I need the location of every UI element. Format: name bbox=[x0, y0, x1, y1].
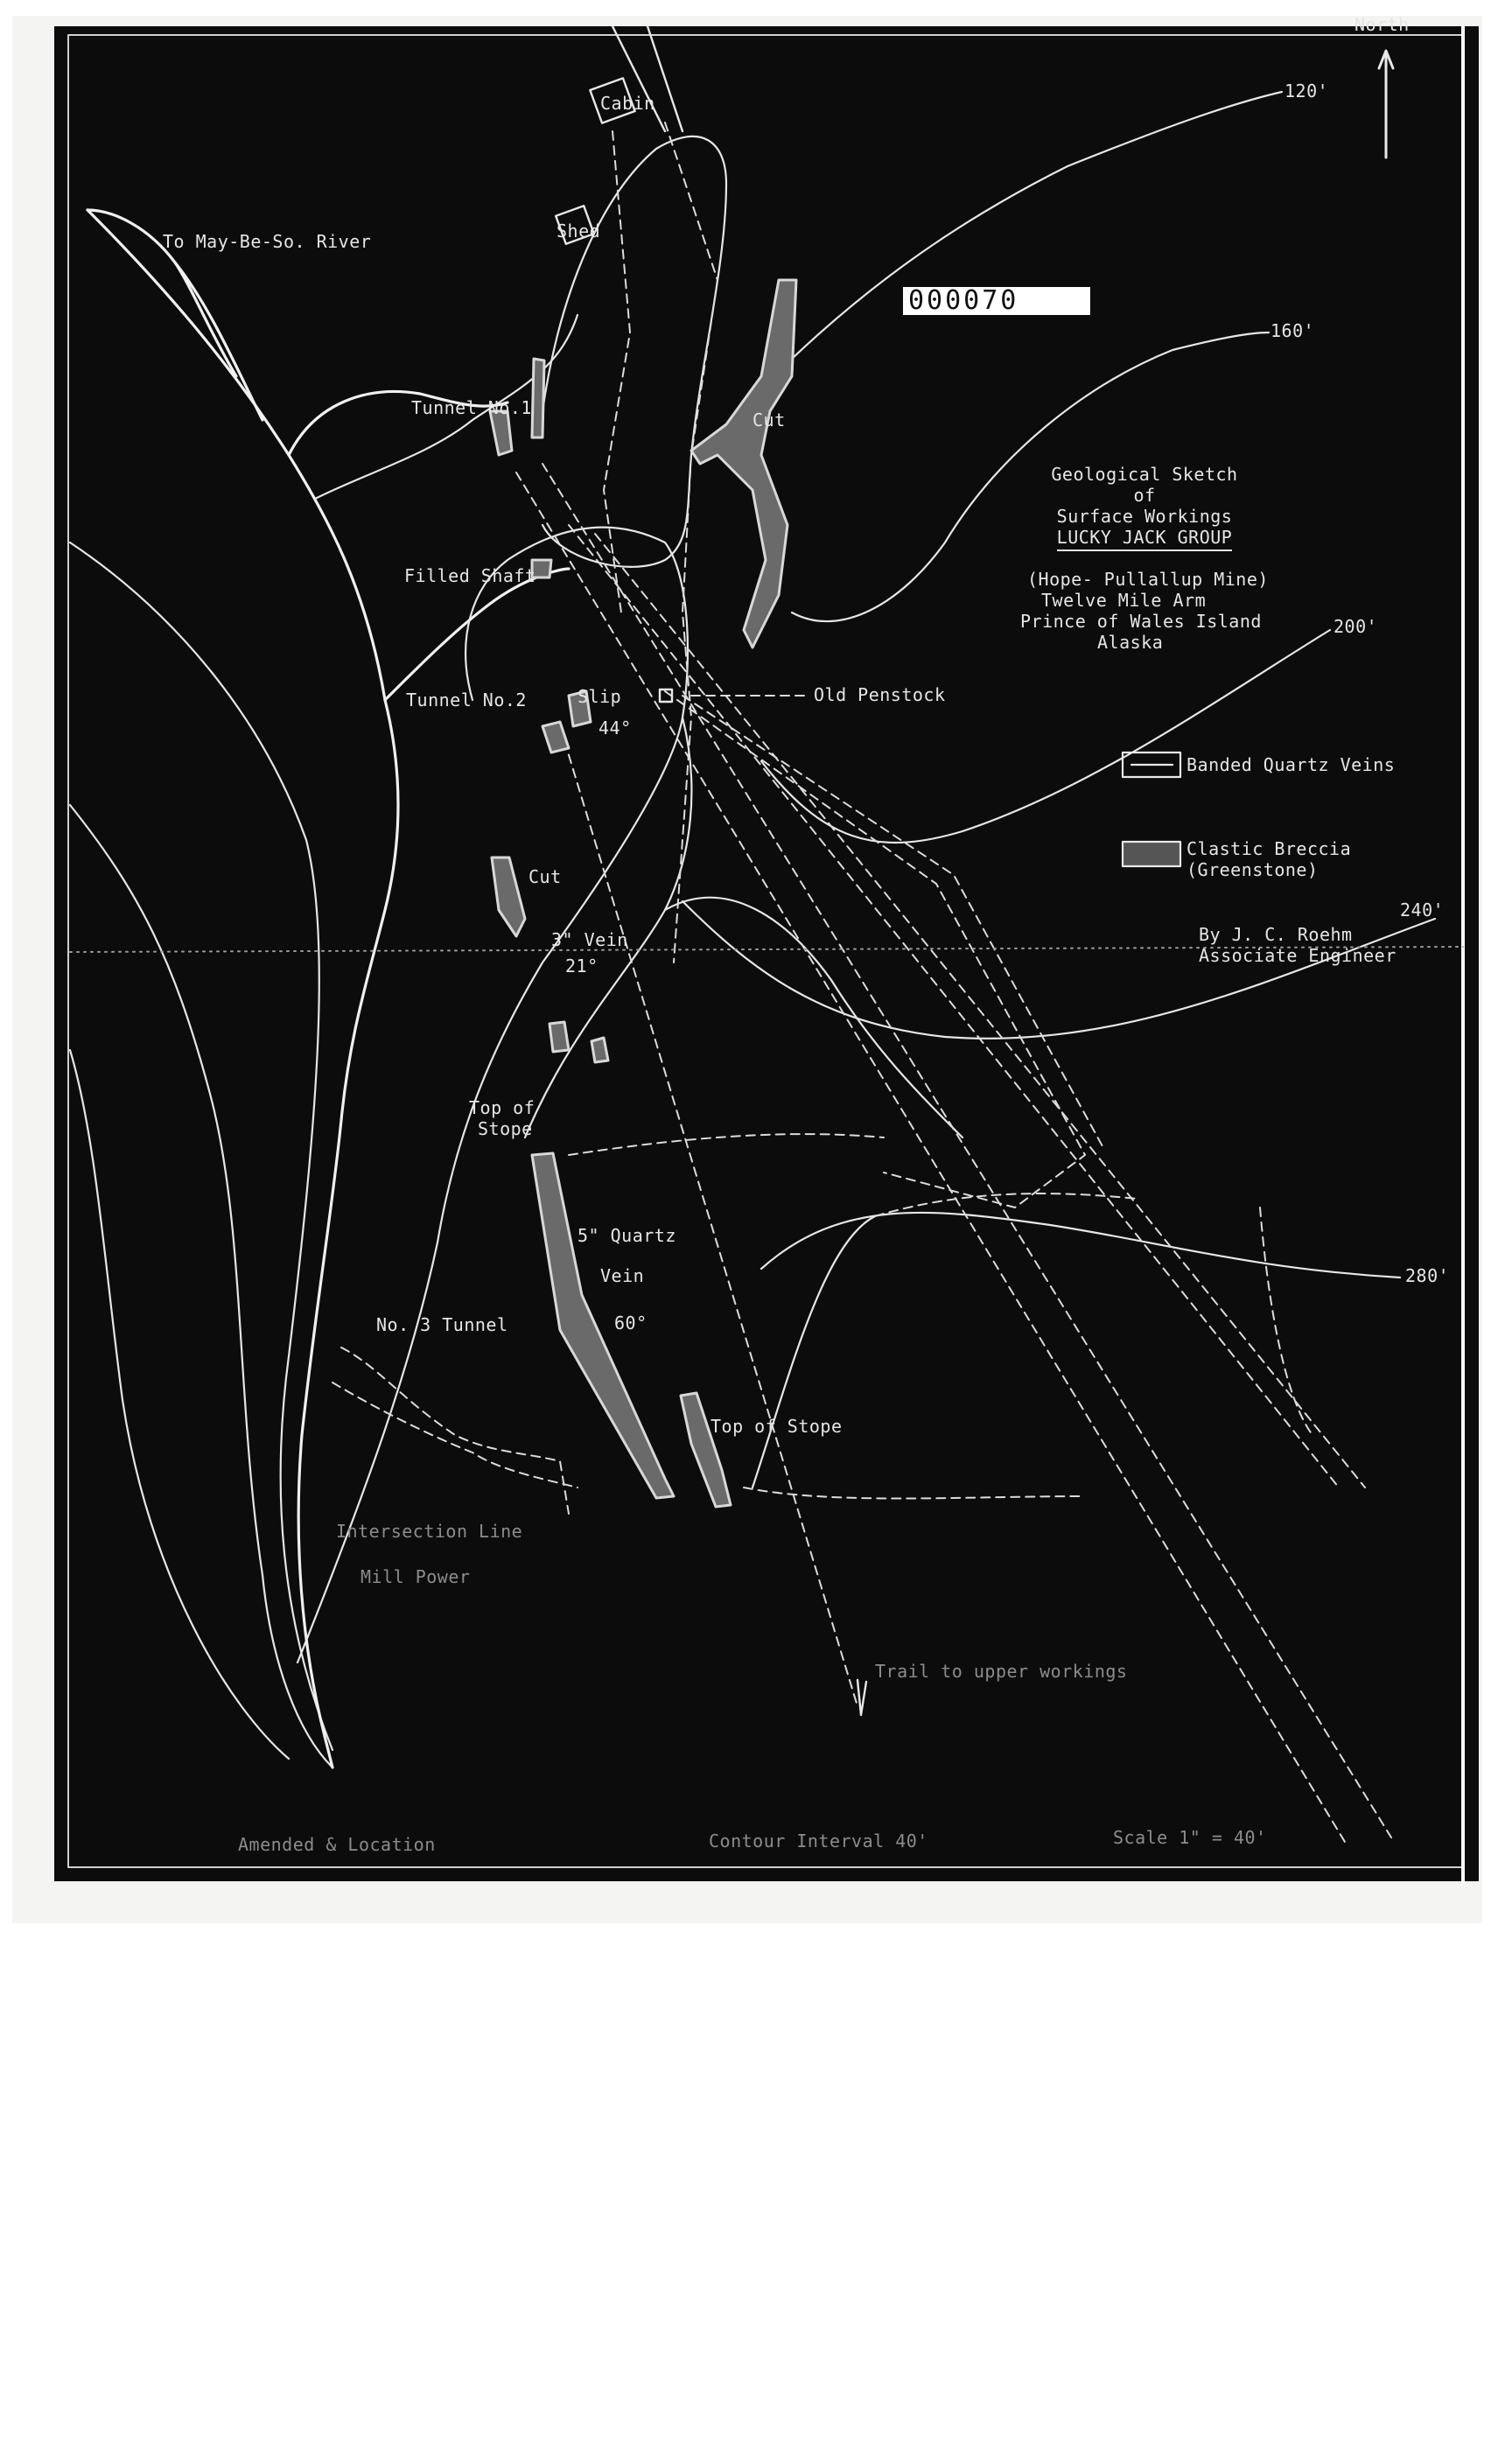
contour-left-1 bbox=[70, 542, 332, 1750]
mill-power-label: Mill Power bbox=[360, 1566, 471, 1587]
top-stope2-label: Top of Stope bbox=[710, 1416, 843, 1437]
quartz5-label-b: Vein bbox=[600, 1265, 645, 1286]
title-line-8: Alaska bbox=[1097, 632, 1164, 653]
footer-contour-interval: Contour Interval 40' bbox=[709, 1830, 928, 1852]
old-penstock-label: Old Penstock bbox=[814, 684, 946, 705]
legend-breccia-label: Clastic Breccia bbox=[1186, 838, 1352, 859]
right-shaft bbox=[1260, 1208, 1312, 1435]
contour-left-3 bbox=[70, 1050, 289, 1759]
contour-label-280: 280' bbox=[1405, 1265, 1450, 1286]
cut-mid-body bbox=[492, 858, 525, 936]
contour-240 bbox=[682, 901, 1435, 1039]
legend-boxes bbox=[1123, 752, 1180, 866]
small-body-2 bbox=[592, 1038, 608, 1062]
vein3-angle-label: 21° bbox=[565, 956, 598, 976]
contour-200 bbox=[761, 630, 1330, 843]
cut-upper-label: Cut bbox=[752, 410, 786, 430]
shed-label: Shed bbox=[556, 220, 601, 242]
dashed-workings bbox=[332, 122, 1391, 1846]
cross-drift-1 bbox=[569, 1134, 884, 1155]
tunnel1-body-2 bbox=[532, 359, 544, 438]
title-line-7: Prince of Wales Island bbox=[1020, 611, 1262, 632]
legend-breccia-box bbox=[1123, 842, 1180, 866]
tunnel1-label: Tunnel No.1 bbox=[411, 397, 532, 418]
contour-label-240: 240' bbox=[1400, 900, 1445, 920]
title-line-4 bbox=[1013, 528, 1276, 546]
north-arrow bbox=[1379, 51, 1393, 158]
slip-label: Slip bbox=[578, 686, 622, 707]
trail-arrow bbox=[858, 1680, 866, 1715]
contour-280 bbox=[761, 1213, 1400, 1278]
long-drift-1 bbox=[516, 472, 1348, 1846]
tunnel2-label: Tunnel No.2 bbox=[406, 690, 527, 710]
slip-angle-label: 44° bbox=[598, 718, 632, 738]
lower-left-workings bbox=[341, 1348, 569, 1514]
document-number-stamp: 000070 bbox=[903, 287, 1090, 315]
upper-dash bbox=[604, 131, 630, 612]
ridge-dash bbox=[665, 122, 718, 962]
title-line-6: Twelve Mile Arm bbox=[1041, 590, 1207, 611]
title-line-2: of bbox=[1133, 485, 1156, 506]
tunnel2-body bbox=[542, 722, 569, 752]
long-drift-4 bbox=[595, 534, 1365, 1488]
intersection-line-label: Intersection Line bbox=[336, 1521, 523, 1542]
filled-shaft-label: Filled Shaft bbox=[404, 565, 536, 586]
vein3-label: 3" Vein bbox=[551, 929, 628, 950]
quartz5-label-a: 5" Quartz bbox=[578, 1225, 676, 1246]
title-line-5: (Hope- Pullallup Mine) bbox=[1027, 569, 1269, 590]
contour-inner-loop bbox=[542, 136, 726, 567]
title-project-name: LUCKY JACK GROUP bbox=[1057, 527, 1233, 551]
river-label: To May-Be-So. River bbox=[163, 231, 372, 252]
north-label: North bbox=[1354, 14, 1410, 35]
trail-label: Trail to upper workings bbox=[875, 1661, 1128, 1682]
contour-label-160: 160' bbox=[1270, 320, 1315, 341]
trail-to-upper bbox=[560, 726, 858, 1706]
top-stope1-label-b: Stope bbox=[478, 1118, 533, 1139]
tunnel3-label: No. 3 Tunnel bbox=[376, 1314, 508, 1335]
author-name: By J. C. Roehm bbox=[1199, 924, 1353, 945]
footer-left: Amended & Location bbox=[238, 1834, 436, 1855]
lower-dash-row bbox=[744, 1488, 1085, 1499]
stope2-body bbox=[681, 1393, 731, 1507]
stream-branch-2 bbox=[175, 262, 236, 376]
lower-left-workings-2 bbox=[332, 1382, 578, 1488]
contour-label-120: 120' bbox=[1284, 80, 1329, 102]
penstock-line-2 bbox=[682, 696, 1102, 1146]
legend-breccia-sub: (Greenstone) bbox=[1186, 859, 1319, 880]
long-drift-2 bbox=[542, 464, 1391, 1838]
author-title: Associate Engineer bbox=[1199, 945, 1396, 966]
top-stope1-label-a: Top of bbox=[469, 1097, 536, 1118]
footer-scale: Scale 1" = 40' bbox=[1113, 1827, 1267, 1848]
title-line-1: Geological Sketch bbox=[1051, 464, 1238, 485]
small-body-1 bbox=[550, 1022, 569, 1052]
title-line-3: Surface Workings bbox=[1056, 506, 1233, 527]
cabin-label: Cabin bbox=[600, 93, 655, 114]
contour-120 bbox=[792, 92, 1282, 359]
contour-lower-right bbox=[752, 1216, 875, 1488]
cut-upper-body bbox=[691, 280, 796, 648]
contour-label-200: 200' bbox=[1334, 616, 1378, 637]
long-drift-3 bbox=[569, 525, 1339, 1488]
cut-mid-label: Cut bbox=[528, 866, 562, 887]
legend-quartz-label: Banded Quartz Veins bbox=[1186, 754, 1396, 775]
quartz5-body bbox=[532, 1153, 674, 1498]
quartz5-angle-label: 60° bbox=[614, 1312, 648, 1334]
stream-branch-3 bbox=[385, 565, 569, 700]
